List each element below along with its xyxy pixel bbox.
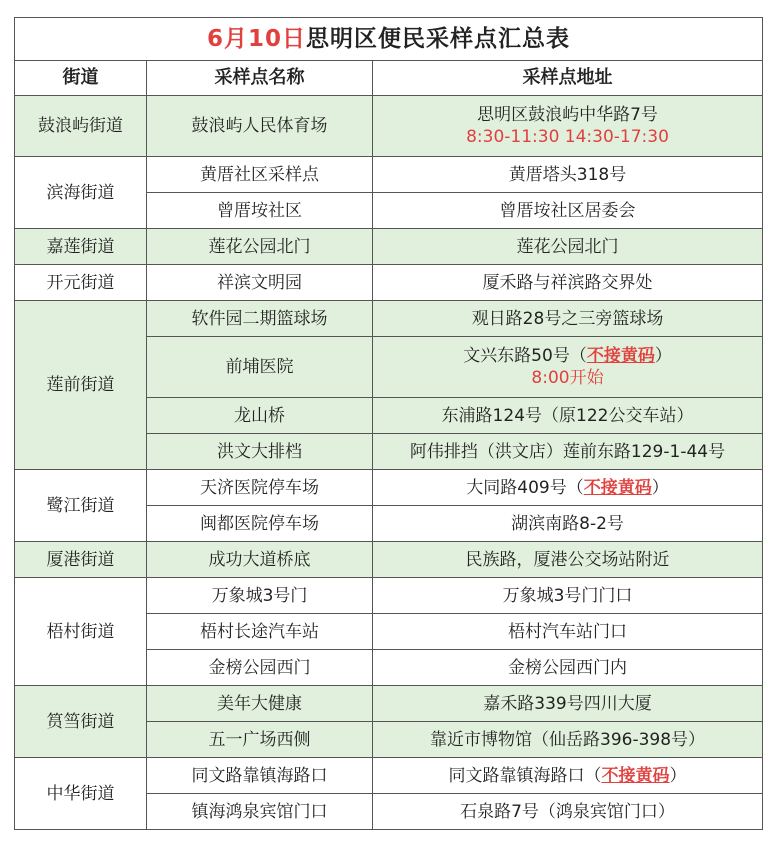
site-name-cell: 前埔医院 bbox=[147, 337, 373, 398]
address-tail: ） bbox=[669, 765, 687, 786]
opening-hours-note: 8:00开始 bbox=[531, 368, 604, 388]
address-line bbox=[373, 164, 762, 186]
address-line bbox=[373, 308, 762, 330]
address-text: 嘉禾路339号四川大厦 bbox=[483, 693, 652, 714]
street-cell: 嘉莲街道 bbox=[15, 229, 147, 265]
site-name-cell: 镇海鸿泉宾馆门口 bbox=[147, 794, 373, 830]
site-address-cell bbox=[373, 470, 763, 506]
site-address-cell bbox=[373, 229, 763, 265]
street-cell: 开元街道 bbox=[15, 265, 147, 301]
no-yellow-code-warning: 不接黄码 bbox=[601, 765, 670, 786]
address-line bbox=[373, 729, 762, 751]
site-name-cell: 成功大道桥底 bbox=[147, 542, 373, 578]
street-cell: 鹭江街道 bbox=[15, 470, 147, 542]
site-name-cell: 鼓浪屿人民体育场 bbox=[147, 96, 373, 157]
address-tail: ） bbox=[654, 346, 672, 366]
address-text: 梧村汽车站门口 bbox=[508, 621, 628, 642]
site-name-cell: 祥滨文明园 bbox=[147, 265, 373, 301]
street-cell: 滨海街道 bbox=[15, 157, 147, 229]
site-address-cell bbox=[373, 650, 763, 686]
address-text: 民族路，厦港公交场站附近 bbox=[465, 549, 670, 570]
site-address-cell bbox=[373, 506, 763, 542]
street-cell: 厦港街道 bbox=[15, 542, 147, 578]
header-site-name: 采样点名称 bbox=[147, 61, 373, 96]
address-line bbox=[373, 200, 762, 222]
address-line bbox=[373, 345, 762, 367]
address-line bbox=[373, 801, 762, 823]
site-address-cell bbox=[373, 686, 763, 722]
site-name-cell: 梧村长途汽车站 bbox=[147, 614, 373, 650]
site-address-cell bbox=[373, 398, 763, 434]
street-cell: 鼓浪屿街道 bbox=[15, 96, 147, 157]
street-cell: 梧村街道 bbox=[15, 578, 147, 686]
address-line bbox=[373, 513, 762, 535]
table-row bbox=[15, 301, 763, 337]
address-text: 厦禾路与祥滨路交界处 bbox=[482, 272, 653, 293]
address-text: 阿伟排挡（洪文店）莲前东路129-1-44号 bbox=[409, 441, 726, 462]
no-yellow-code-warning: 不接黄码 bbox=[586, 346, 655, 366]
site-name-cell: 五一广场西侧 bbox=[147, 722, 373, 758]
site-address-cell bbox=[373, 157, 763, 193]
header-row bbox=[15, 61, 763, 96]
site-address-cell bbox=[373, 614, 763, 650]
address-line bbox=[373, 236, 762, 258]
address-text: 同文路靠镇海路口（ bbox=[448, 765, 602, 786]
address-text: 万象城3号门门口 bbox=[502, 585, 633, 606]
opening-hours-note: 8:30-11:30 14:30-17:30 bbox=[466, 127, 669, 147]
site-address-cell bbox=[373, 758, 763, 794]
site-address-cell bbox=[373, 578, 763, 614]
address-line bbox=[373, 104, 762, 126]
address-text: 思明区鼓浪屿中华路7号 bbox=[477, 105, 658, 125]
site-name-cell: 同文路靠镇海路口 bbox=[147, 758, 373, 794]
sampling-sites-table bbox=[14, 17, 763, 830]
title-text: 思明区便民采样点汇总表 bbox=[306, 26, 571, 52]
site-name-cell: 金榜公园西门 bbox=[147, 650, 373, 686]
address-line bbox=[373, 477, 762, 499]
address-line bbox=[373, 441, 762, 463]
site-address-cell bbox=[373, 542, 763, 578]
site-name-cell: 闽都医院停车场 bbox=[147, 506, 373, 542]
site-name-cell: 莲花公园北门 bbox=[147, 229, 373, 265]
table-row bbox=[15, 157, 763, 193]
table-row bbox=[15, 229, 763, 265]
table-row bbox=[15, 542, 763, 578]
address-text: 大同路409号（ bbox=[466, 477, 584, 498]
site-name-cell: 曾厝垵社区 bbox=[147, 193, 373, 229]
table-row bbox=[15, 686, 763, 722]
address-text: 曾厝垵社区居委会 bbox=[499, 200, 636, 221]
address-line bbox=[373, 549, 762, 571]
street-cell: 莲前街道 bbox=[15, 301, 147, 470]
address-text: 文兴东路50号（ bbox=[463, 346, 587, 366]
address-line bbox=[373, 693, 762, 715]
title-date: 6月10日 bbox=[207, 26, 307, 52]
site-address-cell bbox=[373, 301, 763, 337]
header-street: 街道 bbox=[15, 61, 147, 96]
header-site-address: 采样点地址 bbox=[373, 61, 763, 96]
address-line bbox=[373, 272, 762, 294]
site-address-cell bbox=[373, 193, 763, 229]
site-address-cell bbox=[373, 722, 763, 758]
address-line bbox=[373, 405, 762, 427]
site-name-cell: 天济医院停车场 bbox=[147, 470, 373, 506]
site-name-cell: 洪文大排档 bbox=[147, 434, 373, 470]
site-address-cell bbox=[373, 265, 763, 301]
site-address-cell bbox=[373, 96, 763, 157]
table-title bbox=[15, 18, 763, 61]
address-line bbox=[373, 657, 762, 679]
street-cell: 筼筜街道 bbox=[15, 686, 147, 758]
summary-sheet bbox=[14, 17, 762, 830]
site-name-cell: 黄厝社区采样点 bbox=[147, 157, 373, 193]
table-row bbox=[15, 470, 763, 506]
address-text: 黄厝塔头318号 bbox=[508, 164, 627, 185]
table-row bbox=[15, 96, 763, 157]
site-address-cell bbox=[373, 337, 763, 398]
site-name-cell: 万象城3号门 bbox=[147, 578, 373, 614]
address-text: 金榜公园西门内 bbox=[508, 657, 628, 678]
site-address-cell bbox=[373, 794, 763, 830]
address-tail: ） bbox=[651, 477, 669, 498]
table-row bbox=[15, 758, 763, 794]
street-cell: 中华街道 bbox=[15, 758, 147, 830]
address-text: 湖滨南路8-2号 bbox=[511, 513, 624, 534]
address-text: 观日路28号之三旁篮球场 bbox=[471, 308, 664, 329]
site-name-cell: 龙山桥 bbox=[147, 398, 373, 434]
site-address-cell bbox=[373, 434, 763, 470]
address-text: 莲花公园北门 bbox=[516, 236, 619, 257]
address-text: 东浦路124号（原122公交车站） bbox=[441, 405, 694, 426]
site-name-cell: 美年大健康 bbox=[147, 686, 373, 722]
no-yellow-code-warning: 不接黄码 bbox=[583, 477, 652, 498]
address-text: 靠近市博物馆（仙岳路396-398号） bbox=[430, 729, 706, 750]
address-line bbox=[373, 621, 762, 643]
address-line bbox=[373, 765, 762, 787]
table-row bbox=[15, 578, 763, 614]
site-name-cell: 软件园二期篮球场 bbox=[147, 301, 373, 337]
address-text: 石泉路7号（鸿泉宾馆门口） bbox=[460, 801, 675, 822]
table-row bbox=[15, 265, 763, 301]
address-line bbox=[373, 585, 762, 607]
